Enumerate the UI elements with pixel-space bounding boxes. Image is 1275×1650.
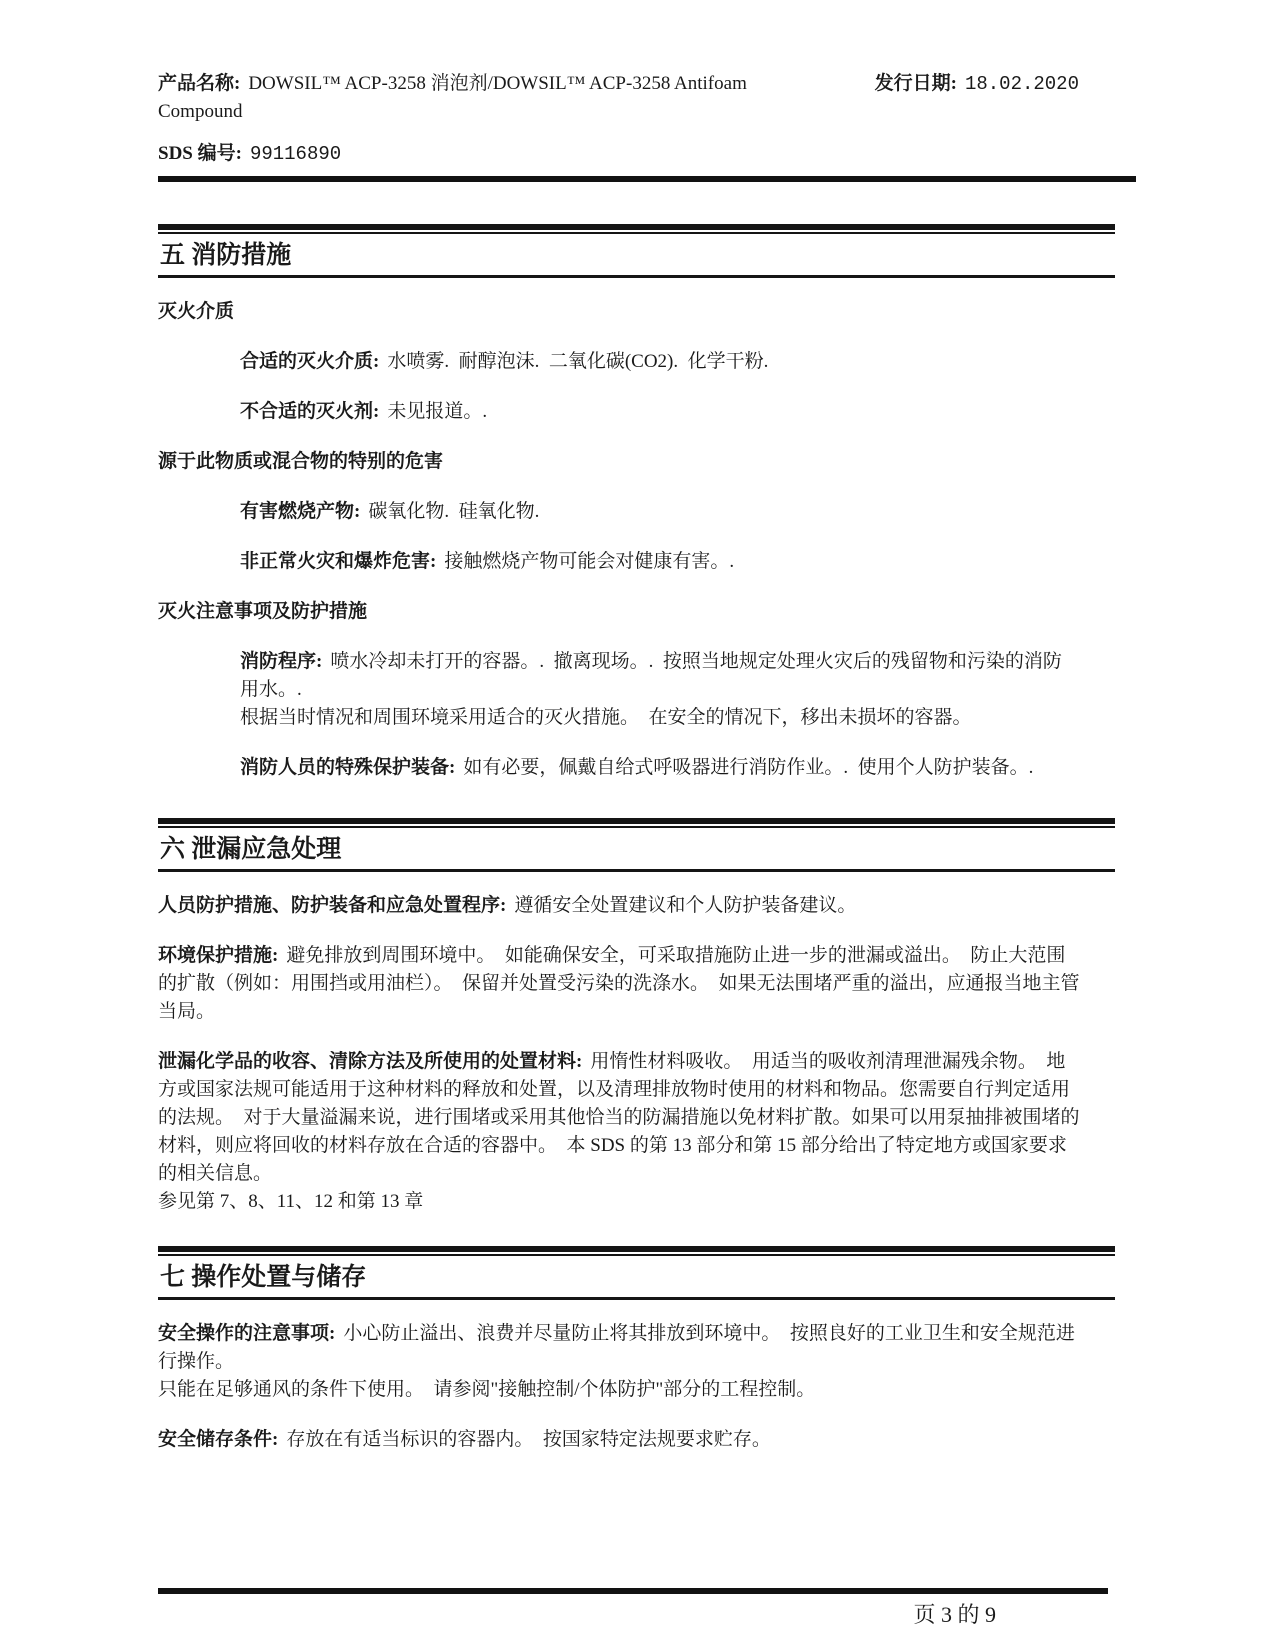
item-text: 小心防止溢出、浪费并尽量防止将其排放到环境中。 按照良好的工业卫生和安全规范进行操作。 <box>158 1323 1075 1372</box>
sds-number-value: 99116890 <box>249 143 342 165</box>
section-title-underline <box>158 869 1115 872</box>
section-6-body <box>158 892 1115 1216</box>
header-row <box>158 70 1115 126</box>
item-text: 水喷雾. 耐醇泡沫. 二氧化碳(CO2). 化学干粉. <box>387 351 769 372</box>
product-name-label: 产品名称: <box>158 73 241 94</box>
paragraph <box>158 1376 1080 1404</box>
paragraph <box>240 348 1080 376</box>
issue-date-value: 18.02.2020 <box>964 73 1079 95</box>
group-heading-extinguishing-media: 灭火介质 <box>158 301 235 322</box>
item-text: 未见报道。. <box>387 401 488 422</box>
item-containment-cleanup-methods <box>158 1048 1115 1216</box>
section-accidental-release-measures <box>158 818 1115 1216</box>
section-5-title: 五 消防措施 <box>160 242 292 269</box>
paragraph <box>158 942 1080 1026</box>
item-label: 环境保护措施: <box>158 945 279 966</box>
section-fire-fighting-measures <box>158 224 1115 782</box>
paragraph <box>158 1188 1080 1216</box>
footer-divider <box>158 1588 1108 1594</box>
item-text: 存放在有适当标识的容器内。 按国家特定法规要求贮存。 <box>286 1429 771 1450</box>
item-safe-storage-conditions <box>158 1426 1115 1454</box>
issue-date <box>875 70 1115 98</box>
item-firefighter-protective-equipment <box>240 754 1115 782</box>
product-name <box>158 70 806 126</box>
section-7-body <box>158 1320 1115 1454</box>
item-environmental-precautions <box>158 942 1115 1026</box>
item-label: 不合适的灭火剂: <box>240 401 380 422</box>
item-text: 接触燃烧产物可能会对健康有害。. <box>444 551 735 572</box>
item-fire-procedures <box>240 648 1115 732</box>
page-number: 页 3 的 9 <box>913 1602 996 1627</box>
sds-number-label: SDS 编号: <box>158 143 242 164</box>
item-text: 喷水冷却未打开的容器。. 撤离现场。. 按照当地规定处理火灾后的残留物和污染的消防用水。. <box>240 651 1062 700</box>
section-7-title: 七 操作处置与储存 <box>160 1264 367 1291</box>
section-handling-and-storage <box>158 1246 1115 1454</box>
item-personal-precautions <box>158 892 1115 920</box>
section-heading-rule-thick <box>158 224 1115 230</box>
item-safe-handling-precautions <box>158 1320 1115 1404</box>
item-text: 碳氧化物. 硅氧化物. <box>368 501 540 522</box>
paragraph <box>158 1048 1080 1188</box>
paragraph <box>240 498 1080 526</box>
item-label: 人员防护措施、防护装备和应急处置程序: <box>158 895 507 916</box>
item-text-continued: 参见第 7、8、11、12 和第 13 章 <box>158 1191 424 1212</box>
paragraph <box>158 1426 1080 1454</box>
item-label: 消防程序: <box>240 651 323 672</box>
group-heading-firefighting-precautions: 灭火注意事项及防护措施 <box>158 601 368 622</box>
item-text: 避免排放到周围环境中。 如能确保安全，可采取措施防止进一步的泄漏或溢出。 防止大范围的扩散（例如：用围挡或用油栏）。 保留并处置受污染的洗涤水。 如果无法围堵严重的溢出，应通报当地主管当局。 <box>158 945 1080 1022</box>
paragraph <box>240 548 1080 576</box>
group-heading-special-hazards: 源于此物质或混合物的特别的危害 <box>158 451 444 472</box>
section-5-body <box>158 298 1115 782</box>
issue-date-label: 发行日期: <box>874 73 957 94</box>
paragraph <box>158 1320 1080 1376</box>
item-unusual-fire-explosion-hazards <box>240 548 1115 576</box>
paragraph <box>240 648 1080 704</box>
item-label: 消防人员的特殊保护装备: <box>240 757 456 778</box>
item-text-continued: 根据当时情况和周围环境采用适合的灭火措施。 在安全的情况下，移出未损坏的容器。 <box>240 707 972 728</box>
item-label: 泄漏化学品的收容、清除方法及所使用的处置材料: <box>158 1051 583 1072</box>
section-6-heading <box>158 818 1115 872</box>
section-heading-rule-thin <box>158 826 1115 828</box>
section-heading-rule-thin <box>158 1254 1115 1256</box>
section-heading-rule-thick <box>158 1246 1115 1252</box>
paragraph <box>240 754 1080 782</box>
paragraph <box>158 892 1080 920</box>
item-suitable-extinguishing-media <box>240 348 1115 376</box>
item-hazardous-combustion-products <box>240 498 1115 526</box>
paragraph <box>240 704 1080 732</box>
item-text: 遵循安全处置建议和个人防护装备建议。 <box>514 895 857 916</box>
section-6-title: 六 泄漏应急处理 <box>160 836 342 863</box>
item-text: 用惰性材料吸收。 用适当的吸收剂清理泄漏残余物。 地方或国家法规可能适用于这种材料的释放和处置，以及清理排放物时使用的材料和物品。您需要自行判定适用的法规。 对于大量溢漏来说，进行围堵或采用其他恰当的防漏措施以免材料扩散。如果可以用泵抽排被围堵的材料，则应将回收的材料存放在合适的容器中。 本 SDS 的第 13 部分和第 15 部分给出了特定地方或国家要求的相关信息。 <box>158 1051 1080 1184</box>
section-title-underline <box>158 275 1115 278</box>
item-label: 安全储存条件: <box>158 1429 279 1450</box>
item-label: 合适的灭火介质: <box>240 351 380 372</box>
item-label: 有害燃烧产物: <box>240 501 361 522</box>
section-7-heading <box>158 1246 1115 1300</box>
item-text: 如有必要，佩戴自给式呼吸器进行消防作业。. 使用个人防护装备。. <box>463 757 1034 778</box>
paragraph <box>240 398 1080 426</box>
product-name-value: DOWSIL™ ACP-3258 消泡剂/DOWSIL™ ACP-3258 Antifoam Compound <box>158 73 752 122</box>
section-heading-rule-thin <box>158 232 1115 234</box>
item-unsuitable-extinguishing-media <box>240 398 1115 426</box>
header-divider <box>158 176 1136 182</box>
page-footer <box>158 1588 1108 1630</box>
section-title-underline <box>158 1297 1115 1300</box>
document-content <box>158 70 1115 1454</box>
document-header <box>158 70 1115 182</box>
item-label: 安全操作的注意事项: <box>158 1323 336 1344</box>
section-5-heading <box>158 224 1115 278</box>
section-heading-rule-thick <box>158 818 1115 824</box>
item-text-continued: 只能在足够通风的条件下使用。 请参阅"接触控制/个体防护"部分的工程控制。 <box>158 1379 816 1400</box>
item-label: 非正常火灾和爆炸危害: <box>240 551 437 572</box>
sds-number <box>158 140 1115 168</box>
